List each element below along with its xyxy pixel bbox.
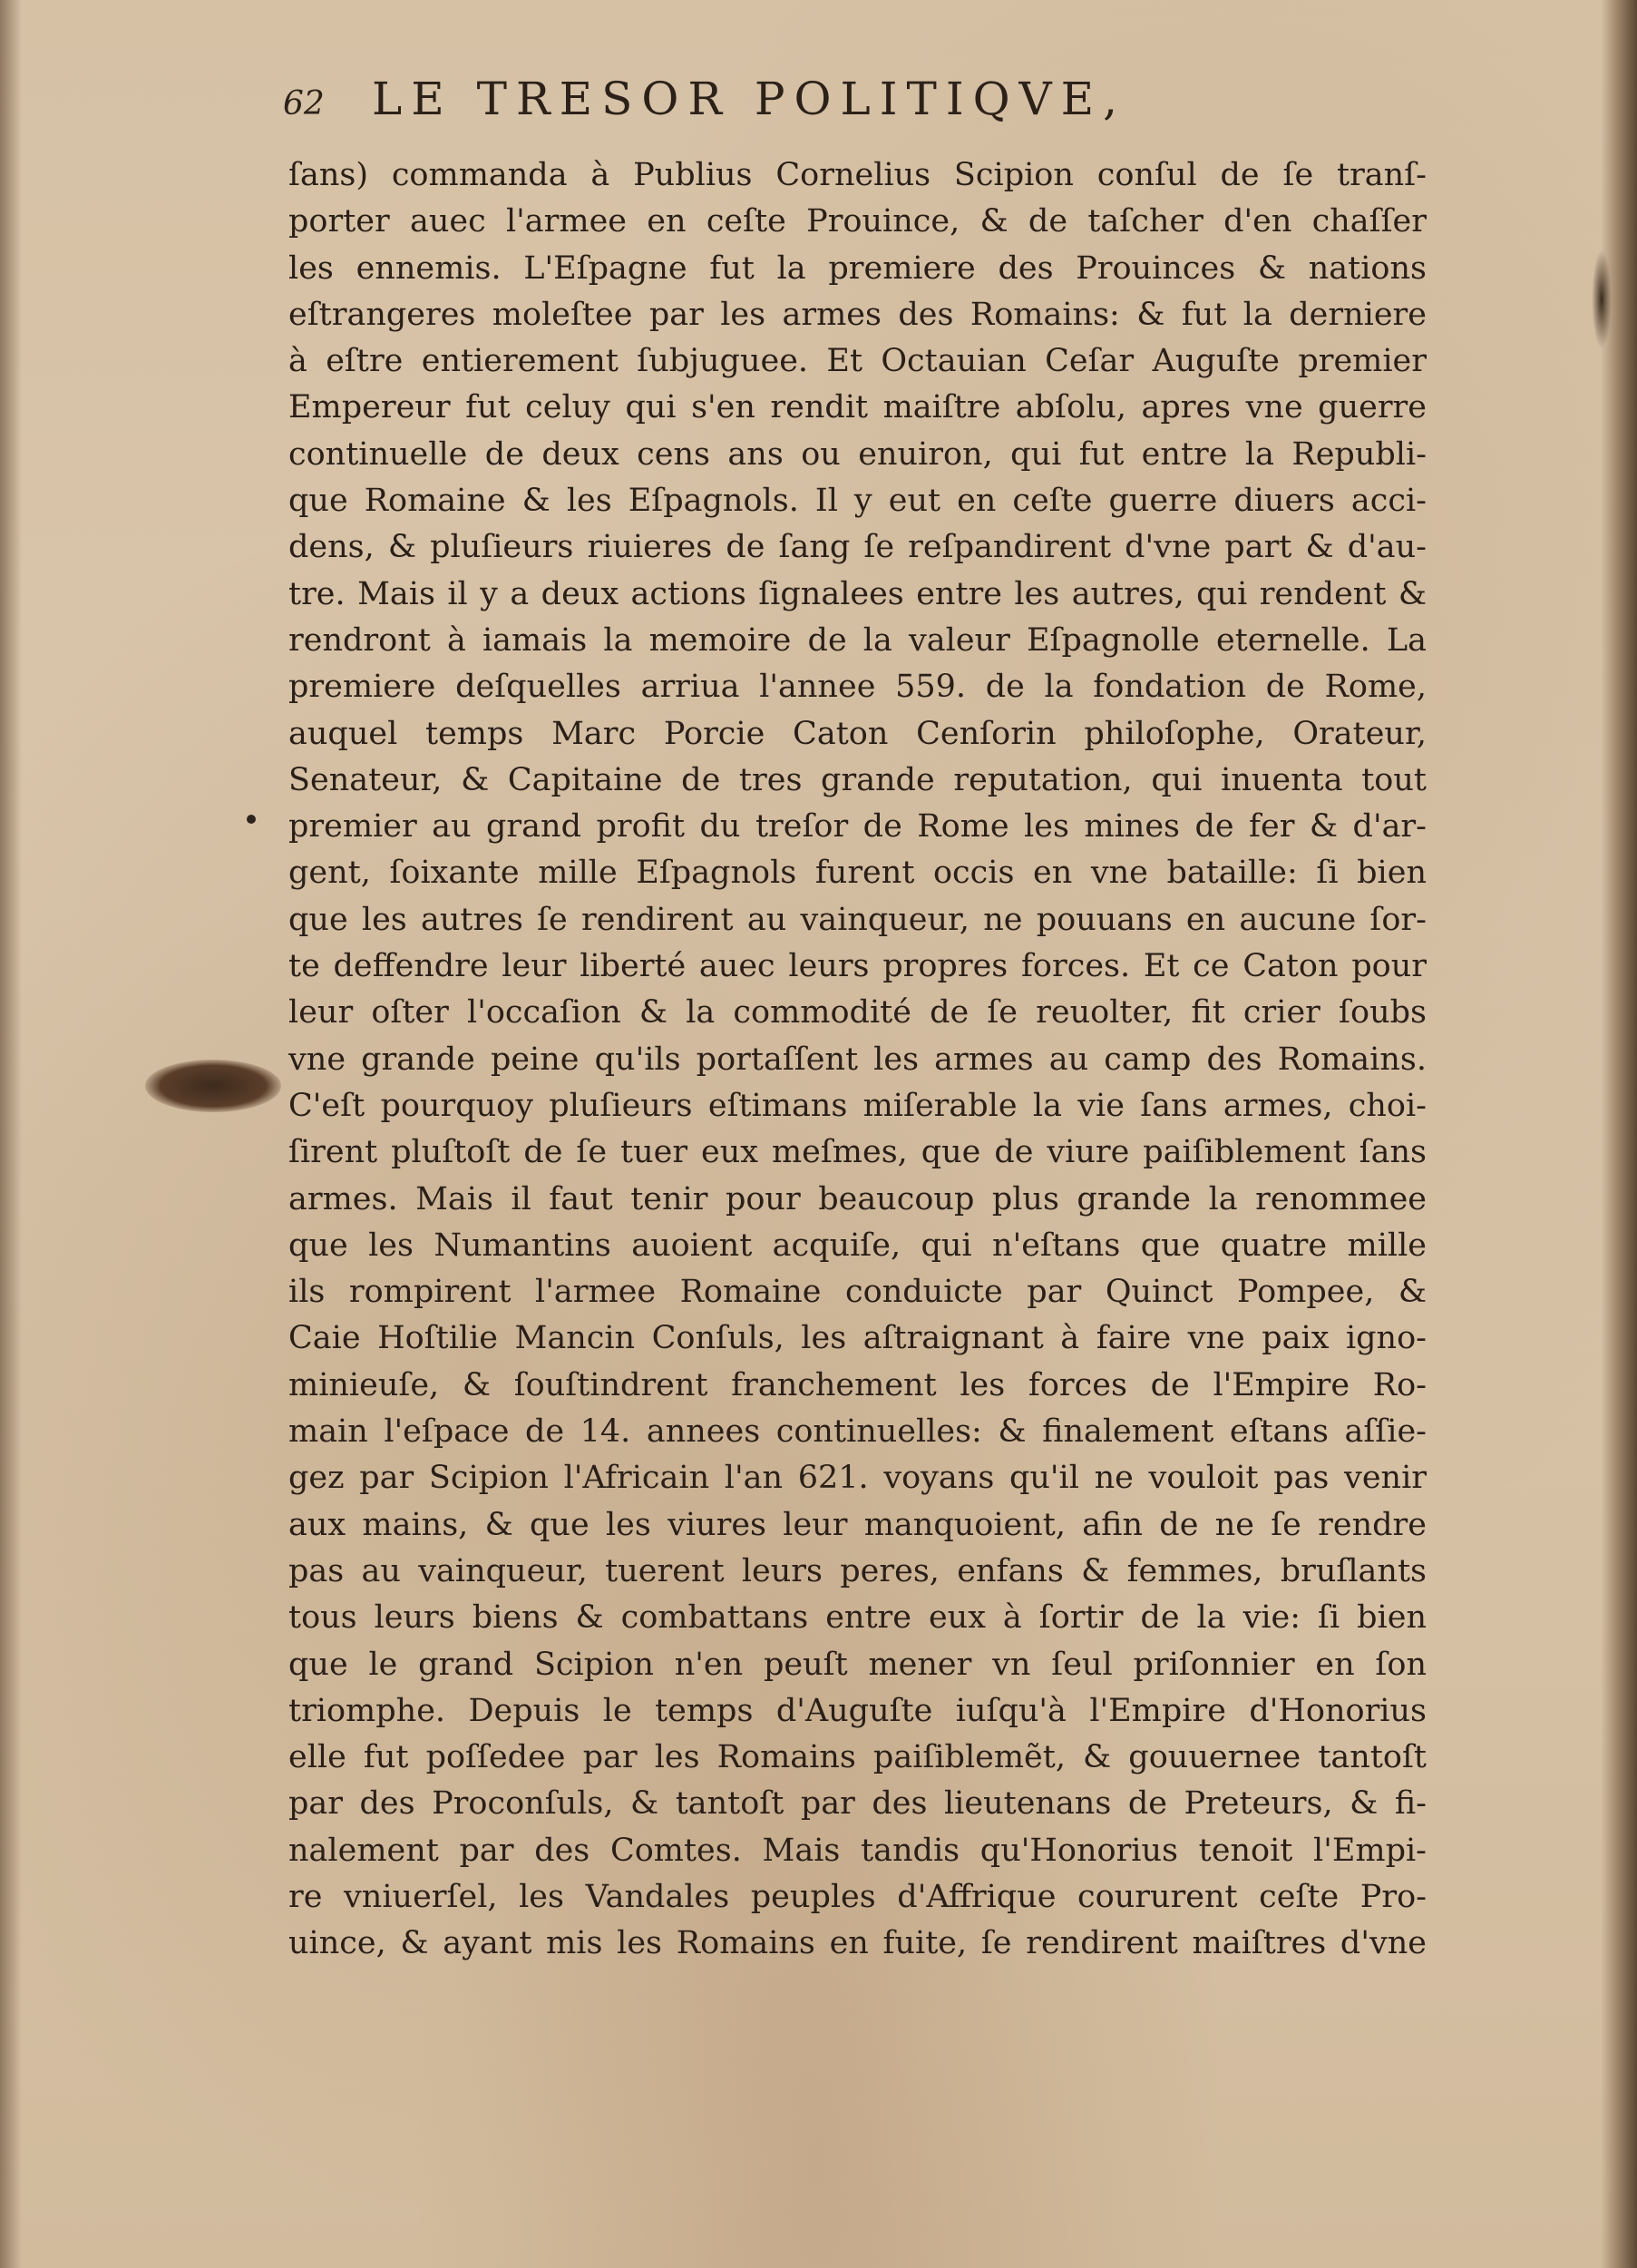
text-line: que les autres ſe rendirent au vainqueur, ne pouuans en aucune ſor- [288,901,1427,938]
text-line: Empereur fut celuy qui s'en rendit maiſtre abſolu, apres vne guerre [288,389,1427,426]
text-line: vne grande peine qu'ils portaſſent les armes au camp des Romains. [288,1041,1427,1078]
text-line: nalement par des Comtes. Mais tandis qu'Honorius tenoit l'Empi- [288,1832,1427,1869]
text-line: Senateur, & Capitaine de tres grande reputation, qui inuenta tout [288,761,1427,798]
text-line: aux mains, & que les viures leur manquoient, afin de ne ſe rendre [288,1506,1427,1543]
text-line: minieuſe, & ſouſtindrent franchement les forces de l'Empire Ro- [288,1366,1427,1403]
text-line: C'eſt pourquoy pluſieurs eſtimans miſerable la vie ſans armes, choi- [288,1087,1427,1124]
text-line: main l'eſpace de 14. annees continuelles: & finalement eſtans aſſie- [288,1413,1427,1451]
text-line: tous leurs biens & combattans entre eux à ſortir de la vie: ſi bien [288,1599,1427,1637]
text-line: porter auec l'armee en ceſte Prouince, & de taſcher d'en chaſſer [288,203,1427,240]
text-line: uince, & ayant mis les Romains en fuite, ſe rendirent maiſtres d'vne [288,1925,1427,1962]
text-line: que Romaine & les Eſpagnols. Il y eut en ceſte guerre diuers acci- [288,483,1427,520]
margin-mark [247,815,256,824]
text-line: eſtrangeres moleſtee par les armes des Romains: & fut la derniere [288,296,1427,333]
text-line: leur oſter l'occaſion & la commodité de ſe reuolter, fit crier ſoubs [288,994,1427,1031]
text-line: que les Numantins auoient acquiſe, qui n'eſtans que quatre mille [288,1227,1427,1264]
page-number: 62 [283,85,325,122]
text-line: premier au grand profit du treſor de Rome les mines de fer & d'ar- [288,808,1427,846]
ink-stain-right [1592,249,1612,349]
text-line: dens, & pluſieurs riuieres de ſang ſe reſpandirent d'vne part & d'au- [288,529,1427,566]
text-line: ils rompirent l'armee Romaine conduicte par Quinct Pompee, & [288,1274,1427,1311]
text-line: triomphe. Depuis le temps d'Auguſte iuſqu'à l'Empire d'Honorius [288,1692,1427,1729]
text-line: les ennemis. L'Eſpagne fut la premiere des Prouinces & nations [288,249,1427,287]
ink-stain [145,1060,281,1112]
running-head [254,73,1433,145]
text-line: re vniuerſel, les Vandales peuples d'Affrique coururent ceſte Pro- [288,1878,1427,1915]
text-line: gent, ſoixante mille Eſpagnols furent occis en vne bataille: ſi bien [288,855,1427,892]
text-line: elle fut poſſedee par les Romains paiſiblemẽt, & gouuernee tantoſt [288,1739,1427,1776]
text-line: tre. Mais il y a deux actions ſignalees entre les autres, qui rendent & [288,575,1427,612]
text-line: à eſtre entierement ſubjuguee. Et Octauian Ceſar Auguſte premier [288,343,1427,380]
text-line: Caie Hoſtilie Mancin Conſuls, les aſtraignant à faire vne paix igno- [288,1320,1427,1357]
text-line: auquel temps Marc Porcie Caton Cenſorin philoſophe, Orateur, [288,715,1427,752]
text-line: que le grand Scipion n'en peuſt mener vn ſeul priſonnier en ſon [288,1646,1427,1683]
text-line: rendront à iamais la memoire de la valeur Eſpagnolle eternelle. La [288,621,1427,659]
body-text [288,152,1427,1968]
text-line: pas au vainqueur, tuerent leurs peres, enfans & femmes, bruſlants [288,1552,1427,1589]
page-left-edge [0,0,22,2268]
text-line: armes. Mais il faut tenir pour beaucoup plus grande la renommee [288,1180,1427,1217]
text-line: continuelle de deux cens ans ou enuiron, qui fut entre la Republi- [288,435,1427,473]
text-line: te deffendre leur liberté auec leurs propres forces. Et ce Caton pour [288,948,1427,985]
running-title: LE TRESOR POLITIQVE, [372,73,1127,125]
text-line: ſans) commanda à Publius Cornelius Scipion conſul de ſe tranſ- [288,157,1427,193]
text-line: par des Proconſuls, & tantoſt par des lieutenans de Preteurs, & fi- [288,1785,1427,1823]
text-line: premiere deſquelles arriua l'annee 559. de la fondation de Rome, [288,669,1427,706]
text-line: ſirent pluſtoſt de ſe tuer eux meſmes, que de viure paiſiblement ſans [288,1134,1427,1171]
text-line: gez par Scipion l'Africain l'an 621. voyans qu'il ne vouloit pas venir [288,1460,1427,1497]
